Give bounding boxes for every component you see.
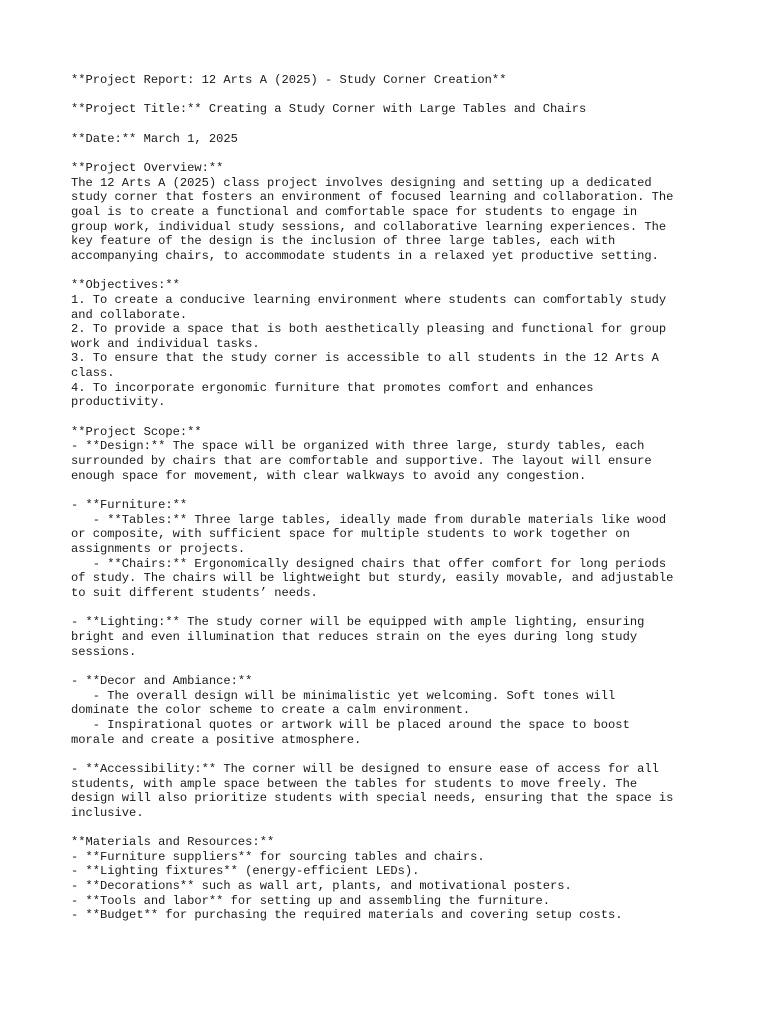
document-text: **Project Report: 12 Arts A (2025) - Study Corner Creation** **Project Title:** Creating a Study Corner with Large Tables and Chairs **Date:** March 1, 2025 **Project Overview:** The 12 Arts A (2025) class project involves designing and setting up a dedicated study corner that fosters an environment of focused learning and collaboration. The goal is to create a functional and comfortable space for students to engage in group work, individual study sessions, and collaborative learning experiences. The key feature of the design is the inclusion of three large tables, each with accompanying chairs, to accommodate students in a relaxed yet productive setting. **Objectives:** 1. To create a conducive learning environment where students can comfortably study and collaborate. 2. To provide a space that is both aesthetically pleasing and functional for group work and individual tasks. 3. To ensure that the study corner is accessible to all students in the 12 Arts A class. 4. To incorporate ergonomic furniture that promotes comfort and enhances productivity. **Project Scope:** - **Design:** The space will be organized with three large, sturdy tables, each surrounded by chairs that are comfortable and supportive. The layout will ensure enough space for movement, with clear walkways to avoid any congestion. - **Furniture:** - **Tables:** Three large tables, ideally made from durable materials like wood or composite, with sufficient space for multiple students to work together on assignments or projects. - **Chairs:** Ergonomically designed chairs that offer comfort for long periods of study. The chairs will be lightweight but sturdy, easily movable, and adjustable to suit different students’ needs. - **Lighting:** The study corner will be equipped with ample lighting, ensuring bright and even illumination that reduces strain on the eyes during long study sessions. - **Decor and Ambiance:** - The overall design will be minimalistic yet welcoming. Soft tones will dominate the color scheme to create a calm environment. - Inspirational quotes or artwork will be placed around the space to boost morale and create a positive atmosphere. - **Accessibility:** The corner will be designed to ensure ease of access for all students, with ample space between the tables for students to move freely. The design will also prioritize students with special needs, ensuring that the space is inclusive. **Materials and Resources:** - **Furniture suppliers** for sourcing tables and chairs. - **Lighting fixtures** (energy-efficient LEDs). - **Decorations** such as wall art, plants, and motivational posters. - **Tools and labor** for setting up and assembling the furniture. - **Budget** for purchasing the required materials and covering setup costs. [71, 73, 674, 923]
